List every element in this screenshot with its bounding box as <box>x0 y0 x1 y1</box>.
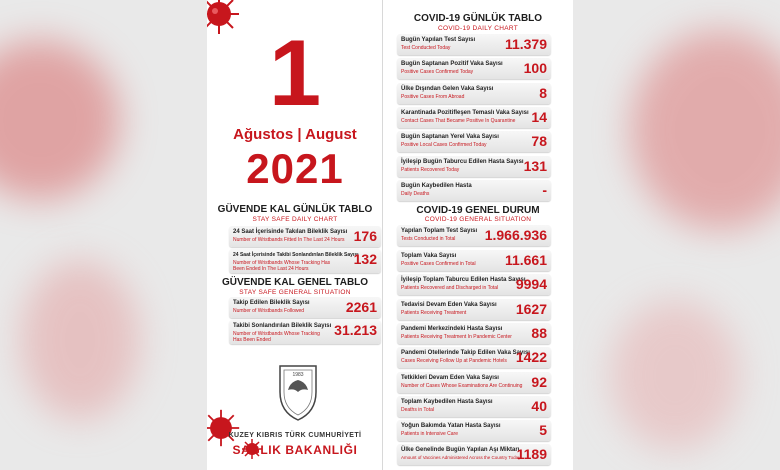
stat-row: Tetkikleri Devam Eden Vaka Sayısı Number of Cases Whose Examinations Are Continuing 92 <box>397 372 551 393</box>
date-month: Ağustos | August <box>233 126 357 143</box>
stat-row: Ülke Genelinde Bugün Yapılan Aşı Miktarı Amount of Vaccines Administered Across the Country Today 1189 <box>397 444 551 465</box>
stat-row: Yapılan Toplam Test Sayısı Tests Conducted in Total 1.966.936 <box>397 225 551 246</box>
background-blur <box>20 260 140 420</box>
stat-value: 78 <box>531 133 547 149</box>
stat-row: Toplam Vaka Sayısı Positive Cases Confirmed in Total 11.661 <box>397 250 551 271</box>
stat-value: 88 <box>531 325 547 341</box>
column-divider <box>382 0 383 470</box>
stat-value: 5 <box>539 422 547 438</box>
stay-safe-daily-subtitle: STAY SAFE DAILY CHART <box>252 216 338 223</box>
ministry-emblem <box>276 362 320 422</box>
stat-row: Bugün Saptanan Yerel Vaka Sayısı Positive Local Cases Confirmed Today 78 <box>397 131 551 152</box>
stat-value: 11.661 <box>504 252 547 268</box>
stat-value: 14 <box>531 109 547 125</box>
stat-value: 40 <box>531 398 547 414</box>
stat-value: 31.213 <box>334 322 377 338</box>
stat-value: 1189 <box>516 446 547 462</box>
infographic-sheet <box>207 0 573 470</box>
stat-row: Bugün Saptanan Pozitif Vaka Sayısı Positive Cases Confirmed Today 100 <box>397 58 551 79</box>
stat-row: İyileşip Bugün Taburcu Edilen Hasta Sayısı Patients Recovered Today 131 <box>397 156 551 177</box>
stat-row: Karantinada Pozitifleşen Temaslı Vaka Sayısı Contact Cases That Became Positive In Quarantine 14 <box>397 107 551 128</box>
stat-row: Pandemi Otellerinde Takip Edilen Vaka Sayısı Cases Receiving Follow Up at Pandemic Hotels 1422 <box>397 347 551 368</box>
stat-row: Yoğun Bakımda Yatan Hasta Sayısı Patients in Intensive Care 5 <box>397 420 551 441</box>
covid-daily-title: COVID-19 GÜNLÜK TABLO <box>413 13 543 24</box>
stat-value: 9994 <box>515 276 547 292</box>
emblem-year: 1983 <box>292 372 304 378</box>
virus-icon <box>207 408 241 448</box>
stat-value: 132 <box>353 251 377 267</box>
stat-value: 92 <box>531 374 547 390</box>
stat-row: Pandemi Merkezindeki Hasta Sayısı Patients Receiving Treatment In Pandemic Center 88 <box>397 323 551 344</box>
stat-value: 1422 <box>515 349 547 365</box>
covid-general-subtitle: COVID-19 GENERAL SITUATION <box>424 216 532 223</box>
stat-row: Bugün Yapılan Test Sayısı Test Conducted Today 11.379 <box>397 34 551 55</box>
stat-value: 1627 <box>515 301 547 317</box>
stat-value: 131 <box>523 158 547 174</box>
stat-row: Bugün Kaybedilen Hasta Daily Deaths - <box>397 180 551 201</box>
stat-row: 24 Saat İçerisinde Takibi Sonlandırılan Bileklik Sayısı Number of Wristbands Whose Tracking Has Been Ended In The Last 24 Hours 132 <box>229 249 381 273</box>
stat-value: 11.379 <box>504 36 547 52</box>
stat-row: Tedavisi Devam Eden Vaka Sayısı Patients Receiving Treatment 1627 <box>397 299 551 320</box>
stat-row: Takibi Sonlandırılan Bileklik Sayısı Number of Wristbands Whose Tracking Has Been Ended 31.213 <box>229 320 381 344</box>
stay-safe-daily-title: GÜVENDE KAL GÜNLÜK TABLO <box>217 204 373 215</box>
date-day: 1 <box>268 20 322 125</box>
stat-value: 2261 <box>345 299 377 315</box>
stay-safe-general-subtitle: STAY SAFE GENERAL SITUATION <box>239 289 351 296</box>
stat-row: Takip Edilen Bileklik Sayısı Number of Wristbands Followed 2261 <box>229 297 381 318</box>
stat-value: 100 <box>523 60 547 76</box>
background-blur <box>630 30 780 230</box>
stat-value: 1.966.936 <box>484 227 547 243</box>
stat-row: Ülke Dışından Gelen Vaka Sayısı Positive Cases From Abroad 8 <box>397 83 551 104</box>
covid-daily-subtitle: COVID-19 DAILY CHART <box>437 25 519 32</box>
date-year: 2021 <box>246 145 344 192</box>
covid-general-title: COVID-19 GENEL DURUM <box>416 205 540 216</box>
stat-value: - <box>542 182 547 198</box>
stat-value: 8 <box>539 85 547 101</box>
stay-safe-general-title: GÜVENDE KAL GENEL TABLO <box>221 277 369 288</box>
organization-name: KUZEY KIBRIS TÜRK CUMHURİYETİ <box>228 432 362 439</box>
background-blur <box>610 300 740 450</box>
stat-row: Toplam Kaybedilen Hasta Sayısı Deaths in Total 40 <box>397 396 551 417</box>
stat-row: 24 Saat İçerisinde Takılan Bileklik Sayısı Number of Wristbands Fitted In The Last 24 Hours 176 <box>229 226 381 247</box>
ministry-name: SAĞLIK BAKANLIĞI <box>232 443 358 457</box>
background-blur <box>0 40 120 200</box>
stat-value: 176 <box>353 228 377 244</box>
stat-row: İyileşip Toplam Taburcu Edilen Hasta Sayısı Patients Recovered and Discharged in Total 9994 <box>397 274 551 295</box>
